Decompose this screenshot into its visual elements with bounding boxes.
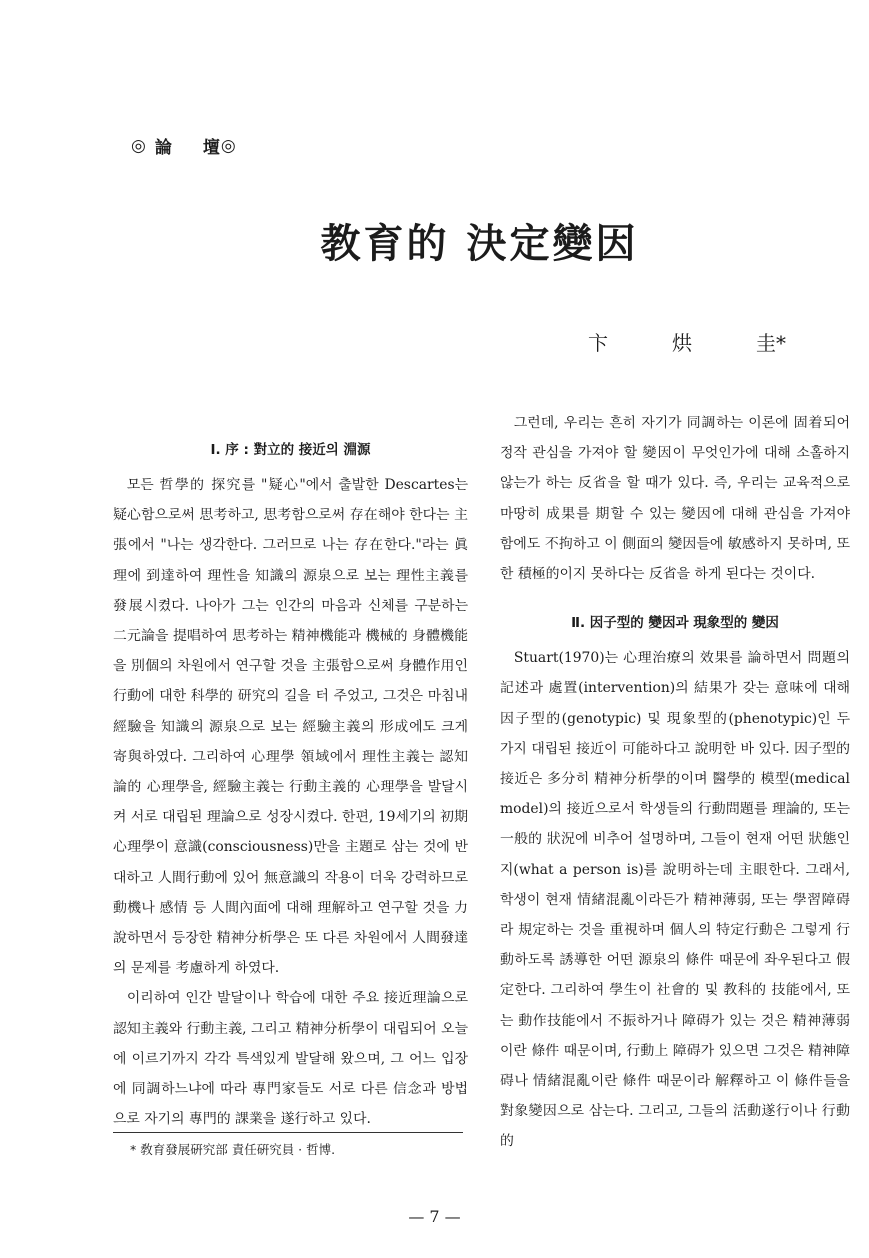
left-column bbox=[113, 438, 468, 1134]
section-word-2: 壇 bbox=[202, 138, 221, 158]
paragraph: Stuart(1970)는 心理治療의 效果를 論하면서 問題의 記述과 處置(intervention)의 結果가 갖는 意味에 대해 因子型的(genotypic) 및 現象型的(phenotypic)인 두 가지 대립된 接近이 可能하다고 說明한 바 있다. 因子型的 接近은 多分히 精神分析學的이며 醫學的 模型(medical model)의 接近으로서 학생들의 行動問題를 理論的, 또는 一般的 狀況에 비추어 설명하며, 그들이 현재 어떤 狀態인지(what a person is)를 說明하는데 主眼한다. 그래서, 학생이 현재 情緒混亂이라든가 精神薄弱, 또는 學習障碍라 規定하는 것을 重視하며 個人의 特定行動은 그렇게 行動하도록 誘導한 어떤 源泉의 條件 때문에 좌우된다고 假定한다. 그리하여 學生이 社會的 및 教科的 技能에서, 또는 動作技能에서 不振하거나 障碍가 있는 것은 精神薄弱이란 條件 때문이며, 行動上 障碍가 있으면 그것은 精神障碍나 情緒混亂이란 條件 때문이라 解釋하고 이 條件들을 對象變因으로 삼는다. 그리고, 그들의 活動遂行이나 行動的 bbox=[500, 650, 850, 1150]
bullseye-icon: ◎ bbox=[220, 135, 237, 156]
footnote-rule bbox=[113, 1132, 463, 1133]
right-column bbox=[500, 408, 850, 1157]
paragraph: 모든 哲學的 探究를 "疑心"에서 출발한 Descartes는 疑心함으로써 思考하고, 思考함으로써 存在해야 한다는 主張에서 "나는 생각한다. 그러므로 나는 存在한다."라는 眞理에 到達하여 理性을 知識의 源泉으로 보는 理性主義를 發展시켰다. 나아가 그는 인간의 마음과 신체를 구분하는 二元論을 提唱하여 思考하는 精神機能과 機械的 身體機能을 別個의 차원에서 연구할 것을 主張함으로써 身體作用인 行動에 대한 科學的 研究의 길을 터 주었고, 그것은 마침내 經驗을 知識의 源泉으로 보는 經驗主義의 形成에도 크게 寄與하였다. 그리하여 心理學 領域에서 理性主義는 認知論的 心理學을, 經驗主義는 行動主義的 心理學을 발달시켜 서로 대립된 理論으로 성장시켰다. 한편, 19세기의 初期 心理學이 意識(consciousness)만을 主題로 삼는 것에 반대하고 人間行動에 있어 無意識의 작용이 더욱 강력하므로 動機나 感情 등 人間內面에 대해 理解하고 연구할 것을 力說하면서 등장한 精神分析學은 또 다른 차원에서 人間發達의 문제를 考慮하게 하였다. bbox=[113, 477, 468, 977]
author-char: 烘 bbox=[672, 331, 692, 355]
section-heading-1: Ⅰ. 序 : 對立的 接近의 淵源 bbox=[210, 442, 371, 458]
author-char: 圭* bbox=[756, 331, 786, 355]
author-name bbox=[588, 327, 786, 356]
page-number: — 7 — bbox=[408, 1207, 461, 1226]
section-word-1: 論 bbox=[154, 138, 173, 158]
article-title: 教育的 決定變因 bbox=[320, 220, 639, 267]
paragraph: 이리하여 인간 발달이나 학습에 대한 주요 接近理論으로 認知主義와 行動主義, 그리고 精神分析學이 대립되어 오늘에 이르기까지 각각 특색있게 발달해 왔으며, 그 어느 입장에 同調하느냐에 따라 專門家들도 서로 다른 信念과 방법으로 자기의 專門的 課業을 遂行하고 있다. bbox=[113, 990, 468, 1128]
paragraph: 그런데, 우리는 흔히 자기가 同調하는 이론에 固着되어 정작 관심을 가져야 할 變因이 무엇인가에 대해 소홀하지 않는가 하는 反省을 할 때가 있다. 즉, 우리는 교육적으로 마땅히 成果를 期할 수 있는 變因에 대해 관심을 가져야 함에도 不拘하고 이 側面의 變因들에 敏感하지 못하며, 또한 積極的이지 못하다는 反省을 하게 된다는 것이다. bbox=[500, 415, 850, 583]
section-heading-2: Ⅱ. 因子型的 變因과 現象型的 變因 bbox=[571, 615, 779, 632]
section-label bbox=[131, 133, 237, 158]
footnote: * 敎育發展硏究部 責任硏究員 · 哲博. bbox=[130, 1142, 336, 1157]
author-char: 卞 bbox=[588, 331, 608, 355]
bullseye-icon: ◎ bbox=[131, 135, 147, 156]
